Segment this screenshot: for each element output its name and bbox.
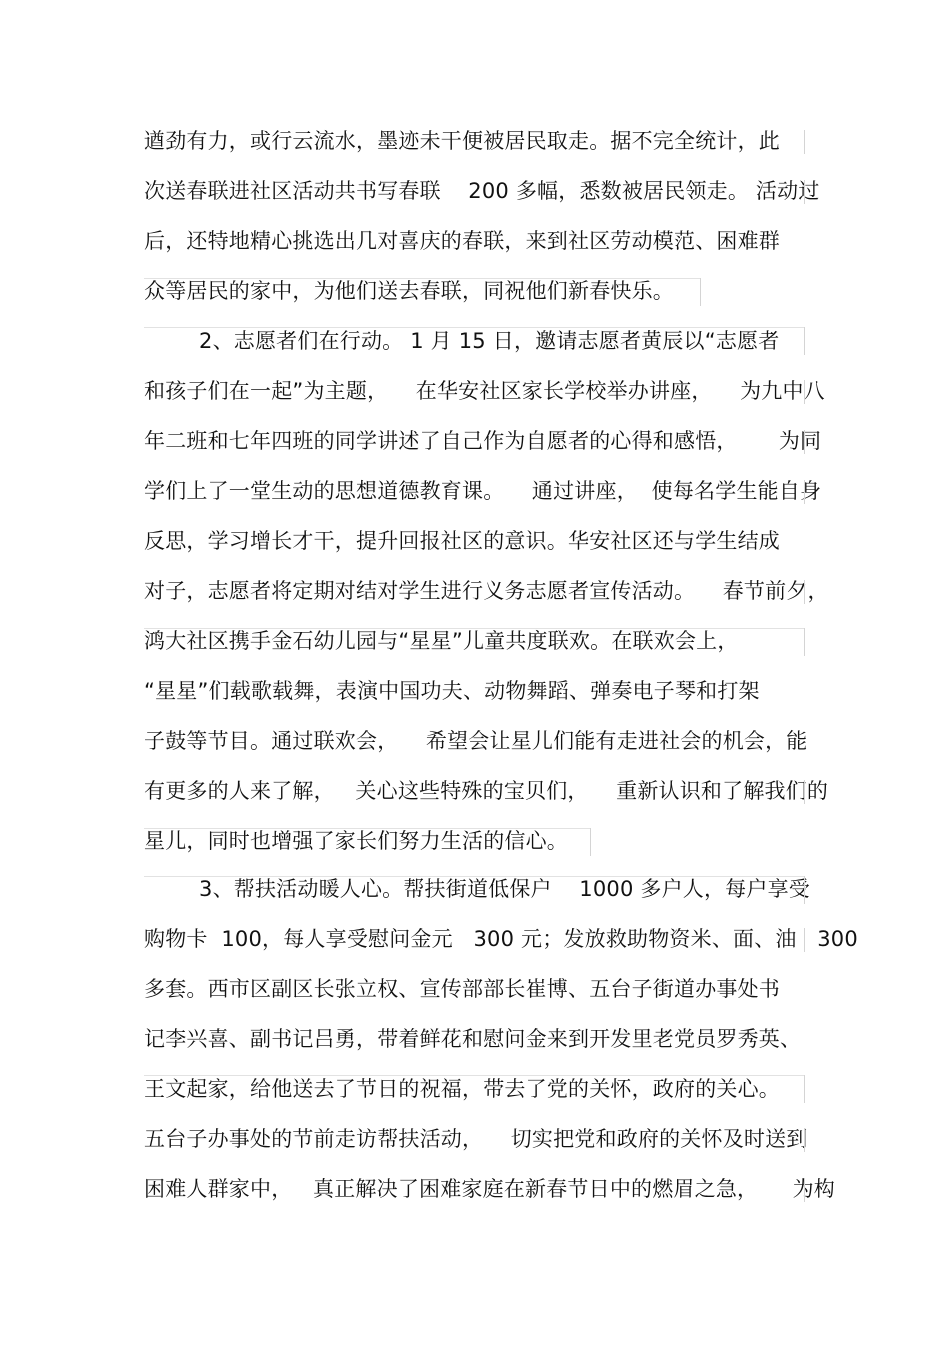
border-artifact <box>804 928 805 952</box>
text-line: 学们上了一堂生动的思想道德教育课。 通过讲座， 使每名学生能自身 <box>144 479 822 503</box>
text-line: 对子，志愿者将定期对结对学生进行义务志愿者宣传活动。 春节前夕， <box>144 579 829 603</box>
border-artifact <box>804 130 805 154</box>
text-line: 有更多的人来了解， 关心这些特殊的宝贝们， 重新认识和了解我们的 <box>144 779 829 803</box>
border-artifact <box>804 480 805 504</box>
border-artifact <box>804 876 805 904</box>
border-artifact <box>804 430 805 454</box>
text-line: 后，还特地精心挑选出几对喜庆的春联，来到社区劳动模范、困难群 <box>144 229 780 253</box>
text-line: 2、志愿者们在行动。 1 月 15 日，邀请志愿者黄辰以“志愿者 <box>144 329 780 353</box>
border-artifact <box>144 876 804 877</box>
border-artifact <box>144 327 804 328</box>
border-artifact <box>700 278 701 306</box>
text-line: 王文起家，给他送去了节日的祝福，带去了党的关怀，政府的关心。 <box>144 1077 780 1101</box>
text-line: 遒劲有力，或行云流水，墨迹未干便被居民取走。据不完全统计，此 <box>144 129 780 153</box>
text-line: 众等居民的家中，为他们送去春联，同祝他们新春快乐。 <box>144 279 674 303</box>
border-artifact <box>804 580 805 604</box>
text-line: 购物卡 100，每人享受慰问金元 300 元；发放救助物资米、面、油 300 <box>144 927 858 951</box>
border-artifact <box>804 180 805 204</box>
text-line: “星星”们载歌载舞，表演中国功夫、动物舞蹈、弹奏电子琴和打架 <box>144 679 760 703</box>
border-artifact <box>144 828 590 829</box>
border-artifact <box>804 380 805 404</box>
text-line: 多套。西市区副区长张立权、宣传部部长崔博、五台子街道办事处书 <box>144 977 780 1001</box>
text-line: 年二班和七年四班的同学讲述了自己作为自愿者的心得和感悟， 为同 <box>144 429 822 453</box>
text-line: 星儿，同时也增强了家长们努力生活的信心。 <box>144 829 568 853</box>
border-artifact <box>804 1075 805 1103</box>
border-artifact <box>804 1178 805 1202</box>
text-line: 五台子办事处的节前走访帮扶活动， 切实把党和政府的关怀及时送到 <box>144 1127 808 1151</box>
text-line: 子鼓等节目。通过联欢会， 希望会让星儿们能有走进社会的机会，能 <box>144 729 808 753</box>
text-line: 反思，学习增长才干，提升回报社区的意识。华安社区还与学生结成 <box>144 529 780 553</box>
border-artifact <box>804 628 805 656</box>
text-line: 鸿大社区携手金石幼儿园与“星星”儿童共度联欢。在联欢会上， <box>144 629 739 653</box>
border-artifact <box>144 278 700 279</box>
border-artifact <box>144 628 804 629</box>
border-artifact <box>804 1128 805 1152</box>
text-line: 和孩子们在一起”为主题， 在华安社区家长学校举办讲座， 为九中八 <box>144 379 825 403</box>
text-line: 次送春联进社区活动共书写春联 200 多幅，悉数被居民领走。 活动过 <box>144 179 820 203</box>
border-artifact <box>804 780 805 804</box>
text-line: 记李兴喜、副书记吕勇，带着鲜花和慰问金来到开发里老党员罗秀英、 <box>144 1027 802 1051</box>
border-artifact <box>590 828 591 856</box>
text-line: 3、帮扶活动暖人心。帮扶街道低保户 1000 多户人，每户享受 <box>144 877 810 901</box>
border-artifact <box>804 327 805 355</box>
border-artifact <box>144 1075 804 1076</box>
text-line: 困难人群家中， 真正解决了困难家庭在新春节日中的燃眉之急， 为构 <box>144 1177 835 1201</box>
